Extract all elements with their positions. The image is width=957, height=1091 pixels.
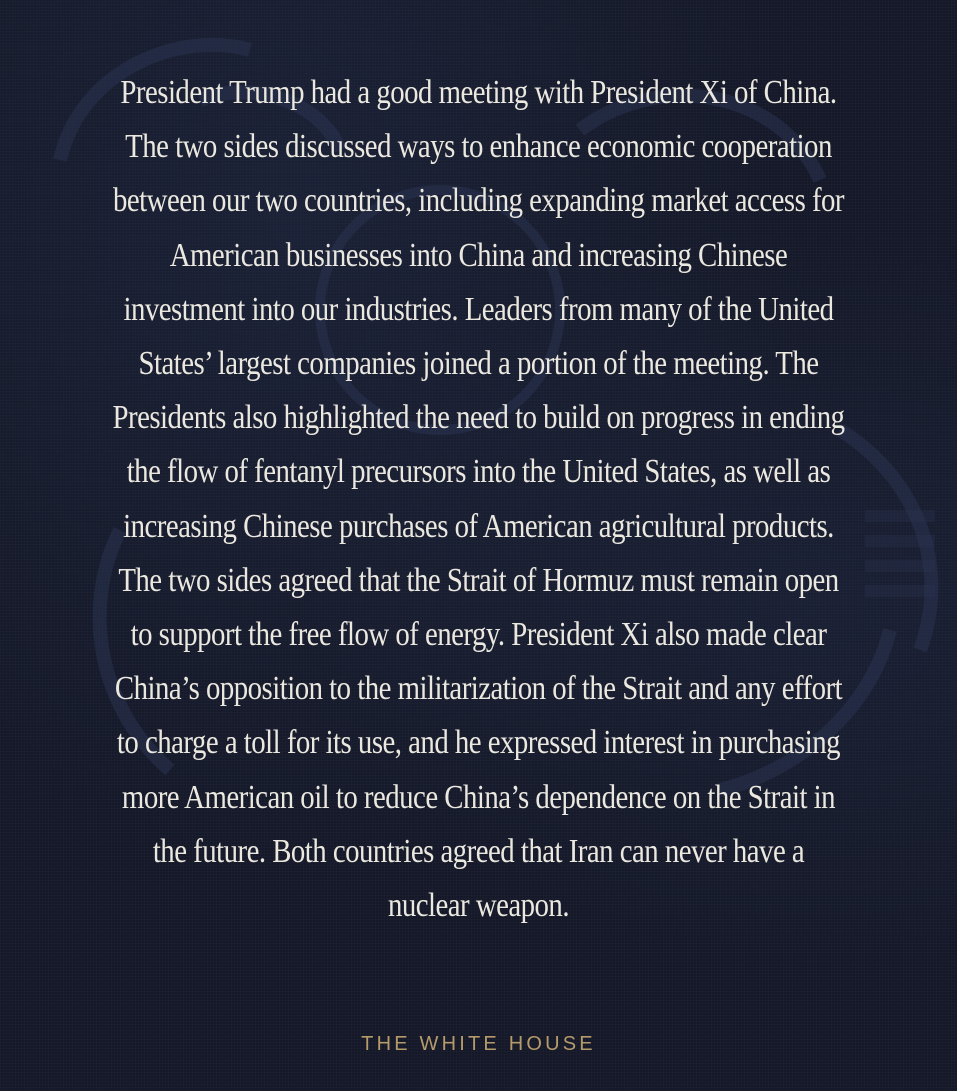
footer-label: THE WHITE HOUSE — [361, 1033, 596, 1055]
statement-text: President Trump had a good meeting with President Xi of China. The two sides discussed ways to enhance economic cooperation between our two countries, including expanding market access for American businesses into China and increasing Chinese investment into our industries. Leaders from many of the United States’ largest companies joined a portion of the meeting. The Presidents also highlighted the need to build on progress in ending the flow of fentanyl precursors into the United States, as well as increasing Chinese purchases of American agricultural products. The two sides agreed that the Strait of Hormuz must remain open to support the free flow of energy. President Xi also made clear China’s opposition to the militarization of the Strait and any effort to charge a toll for its use, and he expressed interest in purchasing more American oil to reduce China’s dependence on the Strait in the future. Both countries agreed that Iran can never have a nuclear weapon. — [112, 74, 845, 925]
